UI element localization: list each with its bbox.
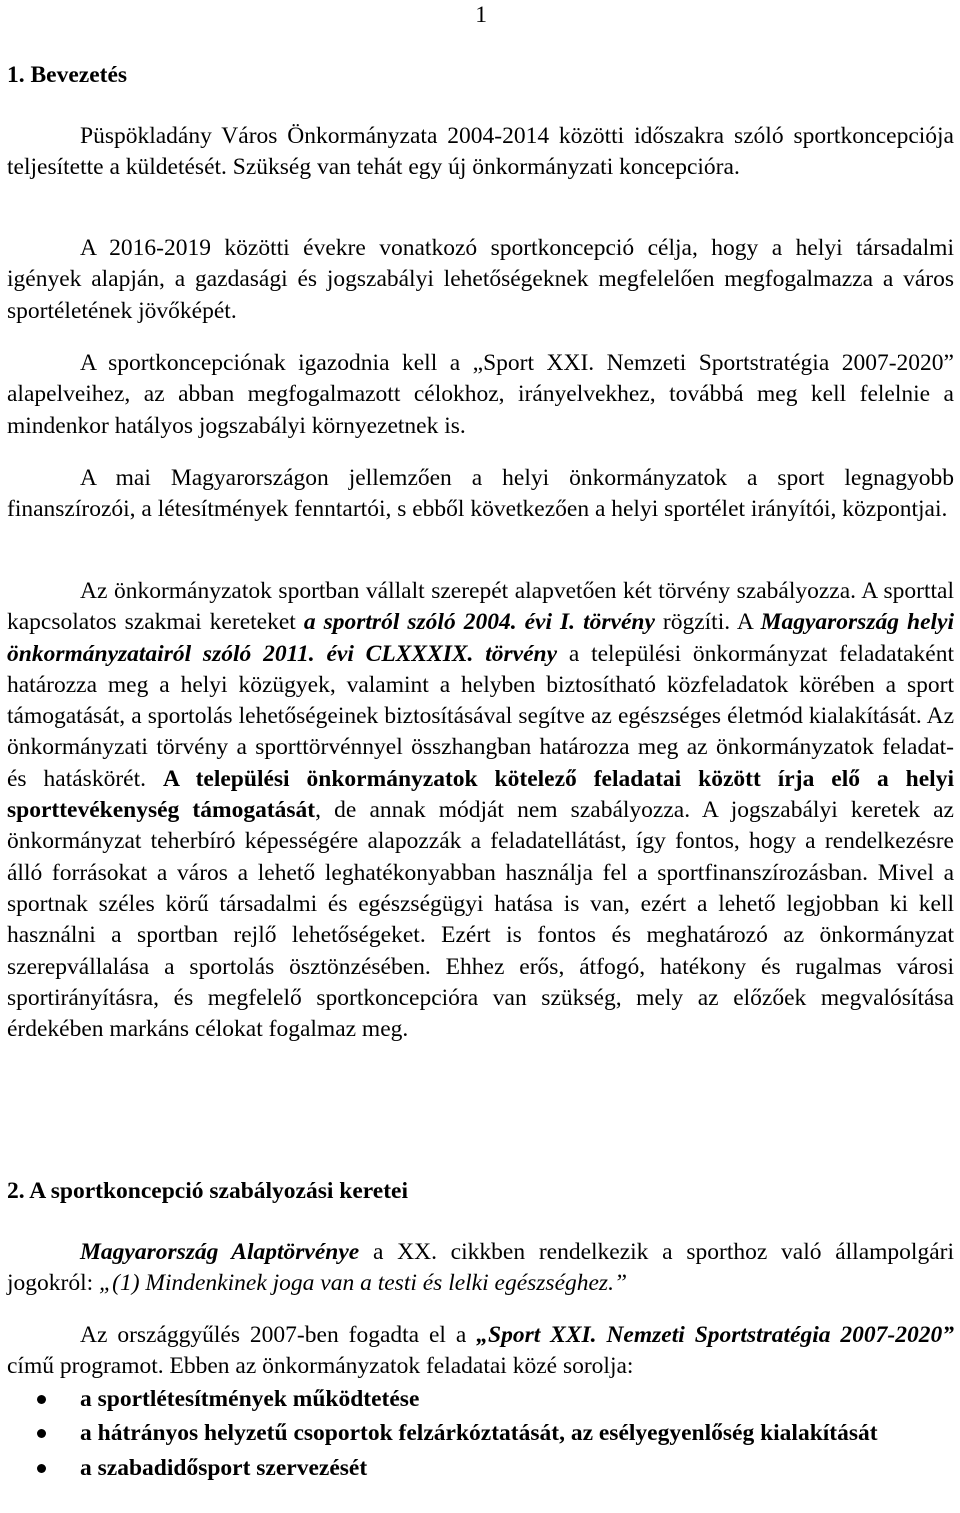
- fundamental-law-reference: Magyarország Alaptörvénye: [80, 1239, 360, 1265]
- duties-list: [0, 1384, 954, 1484]
- intro-paragraph-5: [7, 576, 954, 1045]
- p5-text-5: a települési önkormányzat feladataként határozza meg a helyi közügyek, valamint a helyben biztosítható közfeladatok körében a sport támogatását, a sportolás lehetőségeinek biztosításával segítve az egészséges életmód kialakítását. Az önkormányzati törvény a sporttörvénnyel összhangban határozza meg az önkormányzatok feladat- és hatáskörét.: [7, 640, 954, 792]
- framework-p2-text-1: Az országgyűlés 2007-ben fogadta el a: [80, 1322, 477, 1348]
- framework-p2-text-3: című programot. Ebben az önkormányzatok feladatai közé sorolja:: [7, 1353, 634, 1380]
- intro-paragraph-2: A 2016-2019 közötti évekre vonatkozó sportkoncepció célja, hogy a helyi társadalmi igények alapján, a gazdasági és jogszabályi lehetőségeknek megfelelően megfogalmazza a város sportéletének jövőképét.: [7, 235, 954, 324]
- intro-paragraph-4: A mai Magyarországon jellemzően a helyi önkormányzatok a sport legnagyobb finanszírozói, a létesítmények fenntartói, s ebből következően a helyi sportélet irányítói, központjai.: [7, 465, 954, 523]
- list-item: [0, 1384, 954, 1415]
- list-item-text: a hátrányos helyzetű csoportok felzárkóztatását, az esélyegyenlőség kialakítását: [80, 1420, 878, 1447]
- sport-law-reference: a sportról szóló 2004. évi I. törvény: [303, 609, 655, 636]
- framework-p1-text-2: a XX. cikkben rendelkezik a sporthoz való állampolgári jogokról:: [7, 1239, 954, 1297]
- p5-text-1: Az önkormányzatok sportban vállalt szerepét alapvetően két törvény szabályozza. A sporttal kapcsolatos szakmai kereteket: [7, 578, 954, 636]
- framework-paragraph-2: [7, 1320, 954, 1383]
- p5-text-7: , de annak módját nem szabályozza. A jogszabályi keretek az önkormányzat teherbíró képességére alapozzák a feladatellátást, így fontos, hogy a rendelkezésre álló forrásokat a város a lehető leghatékonyabban használja fel a sportfinanszírozásban. Mivel a sportnak széles körű társadalmi és egészségügyi hatása is van, ezért a lehető legjobban ki kell használni a sportban rejlő lehetőségeket. Ezért is fontos és meghatározó az önkormányzat szerepvállalása a sportolás ösztönzésében. Ehhez erős, átfogó, hatékony és rugalmas városi sportirányításra, és megfelelő sportkoncepcióra van szükség, mely az előzőek megvalósítása érdekében markáns célokat fogalmaz meg.: [7, 797, 954, 1043]
- list-item: [0, 1418, 954, 1449]
- sport-strategy-reference: „Sport XXI. Nemzeti Sportstratégia 2007-2020”: [476, 1322, 954, 1348]
- list-item-text: a sportlétesítmények működtetése: [80, 1386, 420, 1412]
- p5-text-3: rögzíti. A: [654, 609, 761, 636]
- section-1-heading: 1. Bevezetés: [7, 62, 128, 88]
- framework-paragraph-1: [7, 1237, 954, 1300]
- list-item: [0, 1453, 954, 1484]
- intro-paragraph-1: Püspökladány Város Önkormányzata 2004-2014 közötti időszakra szóló sportkoncepciója teljesítette a küldetését. Szükség van tehát egy új önkormányzati koncepcióra.: [7, 123, 954, 181]
- fundamental-law-quote: „(1) Mindenkinek joga van a testi és lelki egészséghez.”: [99, 1270, 628, 1297]
- mandatory-duty-statement: A települési önkormányzatok kötelező feladatai között írja elő a helyi sporttevékenység támogatását: [7, 765, 954, 824]
- list-item-text: a szabadidősport szervezését: [80, 1454, 368, 1481]
- page-number: 1: [475, 2, 487, 28]
- bullet-icon: [37, 1429, 46, 1438]
- section-2-heading: 2. A sportkoncepció szabályozási keretei: [7, 1178, 409, 1204]
- local-government-law-reference: Magyarország helyi önkormányzatairól szóló 2011. évi CLXXXIX. törvény: [7, 609, 954, 667]
- bullet-icon: [37, 1464, 46, 1473]
- intro-paragraph-3: A sportkoncepciónak igazodnia kell a „Sport XXI. Nemzeti Sportstratégia 2007-2020” alapelveihez, az abban megfogalmazott célokhoz, irányelvekhez, továbbá meg kell felelnie a mindenkor hatályos jogszabályi környezetnek is.: [7, 350, 954, 439]
- bullet-icon: [37, 1395, 46, 1404]
